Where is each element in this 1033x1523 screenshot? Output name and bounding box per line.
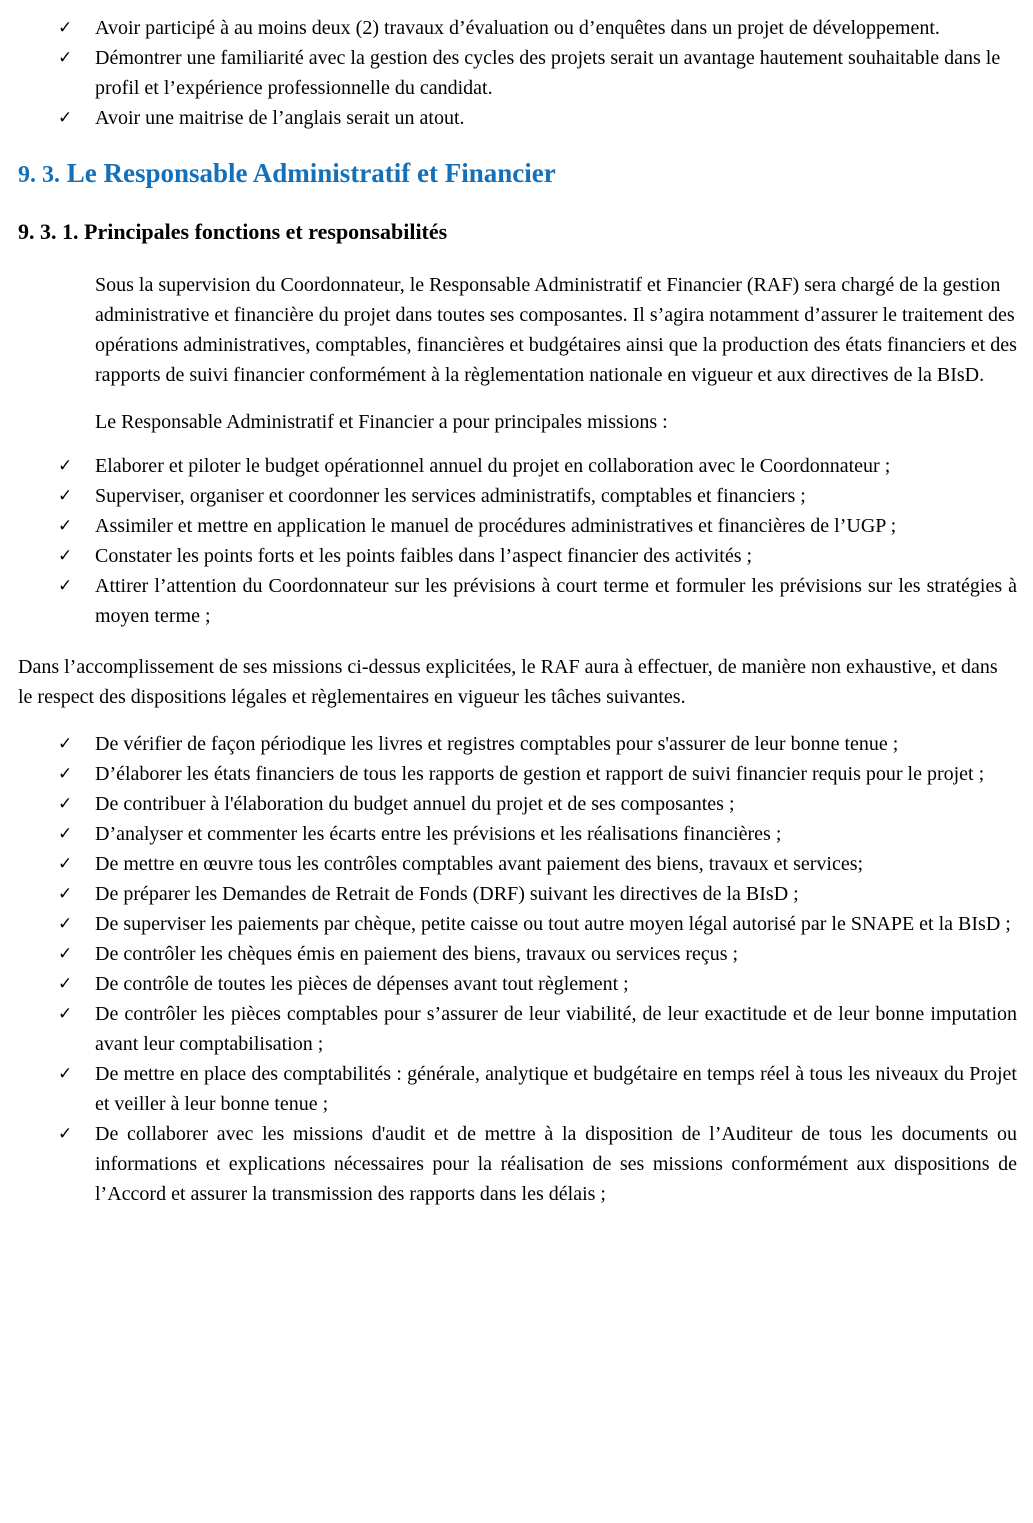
subsection-title: Principales fonctions et responsabilités: [84, 219, 448, 244]
check-bullet-icon: ✓: [58, 1004, 73, 1024]
check-bullet-icon: ✓: [58, 546, 73, 566]
list-item: [18, 849, 1017, 879]
list-item-text: Attirer l’attention du Coordonnateur sur les prévisions à court terme et formuler les prévisions sur les stratégies à moyen terme ;: [95, 575, 1017, 627]
check-bullet-icon: ✓: [58, 1064, 73, 1084]
check-bullet-icon: ✓: [58, 456, 73, 476]
list-item: [18, 999, 1017, 1059]
list-item: [18, 759, 1017, 789]
list-item: [18, 451, 1017, 481]
list-item-text: De mettre en place des comptabilités : générale, analytique et budgétaire en temps réel à tous les niveaux du Projet et veiller à leur bonne tenue ;: [95, 1063, 1017, 1115]
missions-lead-paragraph: Le Responsable Administratif et Financier a pour principales missions :: [95, 411, 668, 433]
check-bullet-icon: ✓: [58, 486, 73, 506]
section-number: 9. 3.: [18, 162, 60, 188]
section-title: Le Responsable Administratif et Financier: [66, 158, 556, 188]
list-item-text: De contribuer à l'élaboration du budget annuel du projet et de ses composantes ;: [95, 793, 735, 815]
list-item-text: Elaborer et piloter le budget opérationnel annuel du projet en collaboration avec le Coordonnateur ;: [95, 455, 891, 477]
list-item: [18, 43, 1017, 103]
list-item-text: De vérifier de façon périodique les livres et registres comptables pour s'assurer de leur bonne tenue ;: [95, 733, 899, 755]
list-item-text: De préparer les Demandes de Retrait de Fonds (DRF) suivant les directives de la BIsD ;: [95, 883, 799, 905]
list-item: [18, 909, 1017, 939]
check-bullet-icon: ✓: [58, 108, 73, 128]
list-item: [18, 571, 1017, 631]
list-item: [18, 789, 1017, 819]
list-item: [18, 541, 1017, 571]
list-item: [18, 729, 1017, 759]
list-item-text: De superviser les paiements par chèque, petite caisse ou tout autre moyen légal autorisé par le SNAPE et la BIsD ;: [95, 913, 1011, 935]
list-item-text: Constater les points forts et les points faibles dans l’aspect financier des activités ;: [95, 545, 753, 567]
list-item: [18, 819, 1017, 849]
list-item-text: Assimiler et mettre en application le manuel de procédures administratives et financières de l’UGP ;: [95, 515, 897, 537]
intro-paragraph: Sous la supervision du Coordonnateur, le Responsable Administratif et Financier (RAF) sera chargé de la gestion administrative et financière du projet dans toutes ses composantes. Il s’agira notamment d’assurer le traitement des opérations administratives, comptables, financières et budgétaires ainsi que la production des états financiers et des rapports de suivi financier conformément à la règlementation nationale en vigueur et aux directives de la BIsD.: [95, 274, 1017, 386]
missions-list: [18, 451, 1017, 631]
list-item-text: D’élaborer les états financiers de tous les rapports de gestion et rapport de suivi financier requis pour le projet ;: [95, 763, 985, 785]
list-item: [18, 103, 1017, 133]
subsection-heading: [18, 217, 1017, 247]
list-item: [18, 969, 1017, 999]
list-item: [18, 13, 1017, 43]
list-item-text: De contrôle de toutes les pièces de dépenses avant tout règlement ;: [95, 973, 629, 995]
check-bullet-icon: ✓: [58, 1124, 73, 1144]
check-bullet-icon: ✓: [58, 974, 73, 994]
list-item: [18, 1119, 1017, 1209]
section-heading: [18, 156, 1017, 192]
list-item-text: De mettre en œuvre tous les contrôles comptables avant paiement des biens, travaux et services;: [95, 853, 864, 875]
list-item: [18, 511, 1017, 541]
check-bullet-icon: ✓: [58, 944, 73, 964]
check-bullet-icon: ✓: [58, 764, 73, 784]
list-item-text: De contrôler les chèques émis en paiement des biens, travaux ou services reçus ;: [95, 943, 739, 965]
tasks-intro-paragraph: Dans l’accomplissement de ses missions ci-dessus explicitées, le RAF aura à effectuer, de manière non exhaustive, et dans le respect des dispositions légales et règlementaires en vigueur les tâches suivantes.: [18, 656, 998, 708]
check-bullet-icon: ✓: [58, 48, 73, 68]
list-item-text: Avoir participé à au moins deux (2) travaux d’évaluation ou d’enquêtes dans un projet de développement.: [95, 17, 940, 39]
check-bullet-icon: ✓: [58, 824, 73, 844]
check-bullet-icon: ✓: [58, 576, 73, 596]
list-item-text: Superviser, organiser et coordonner les services administratifs, comptables et financiers ;: [95, 485, 806, 507]
check-bullet-icon: ✓: [58, 914, 73, 934]
list-item: [18, 481, 1017, 511]
list-item: [18, 879, 1017, 909]
check-bullet-icon: ✓: [58, 18, 73, 38]
subsection-number: 9. 3. 1.: [18, 219, 79, 244]
check-bullet-icon: ✓: [58, 854, 73, 874]
list-item-text: De contrôler les pièces comptables pour s’assurer de leur viabilité, de leur exactitude et de leur bonne imputation avant leur comptabilisation ;: [95, 1003, 1017, 1055]
list-item-text: De collaborer avec les missions d'audit et de mettre à la disposition de l’Auditeur de tous les documents ou informations et explications nécessaires pour la réalisation de ses missions conformément aux dispositions de l’Accord et assurer la transmission des rapports dans les délais ;: [95, 1123, 1017, 1205]
list-item-text: D’analyser et commenter les écarts entre les prévisions et les réalisations financières ;: [95, 823, 782, 845]
list-item-text: Démontrer une familiarité avec la gestion des cycles des projets serait un avantage hautement souhaitable dans le profil et l’expérience professionnelle du candidat.: [95, 47, 1001, 99]
check-bullet-icon: ✓: [58, 794, 73, 814]
tasks-list: [18, 729, 1017, 1209]
check-bullet-icon: ✓: [58, 884, 73, 904]
list-item: [18, 1059, 1017, 1119]
list-item: [18, 939, 1017, 969]
list-item-text: Avoir une maitrise de l’anglais serait un atout.: [95, 107, 465, 129]
qualifications-list: [18, 13, 1017, 133]
check-bullet-icon: ✓: [58, 734, 73, 754]
check-bullet-icon: ✓: [58, 516, 73, 536]
